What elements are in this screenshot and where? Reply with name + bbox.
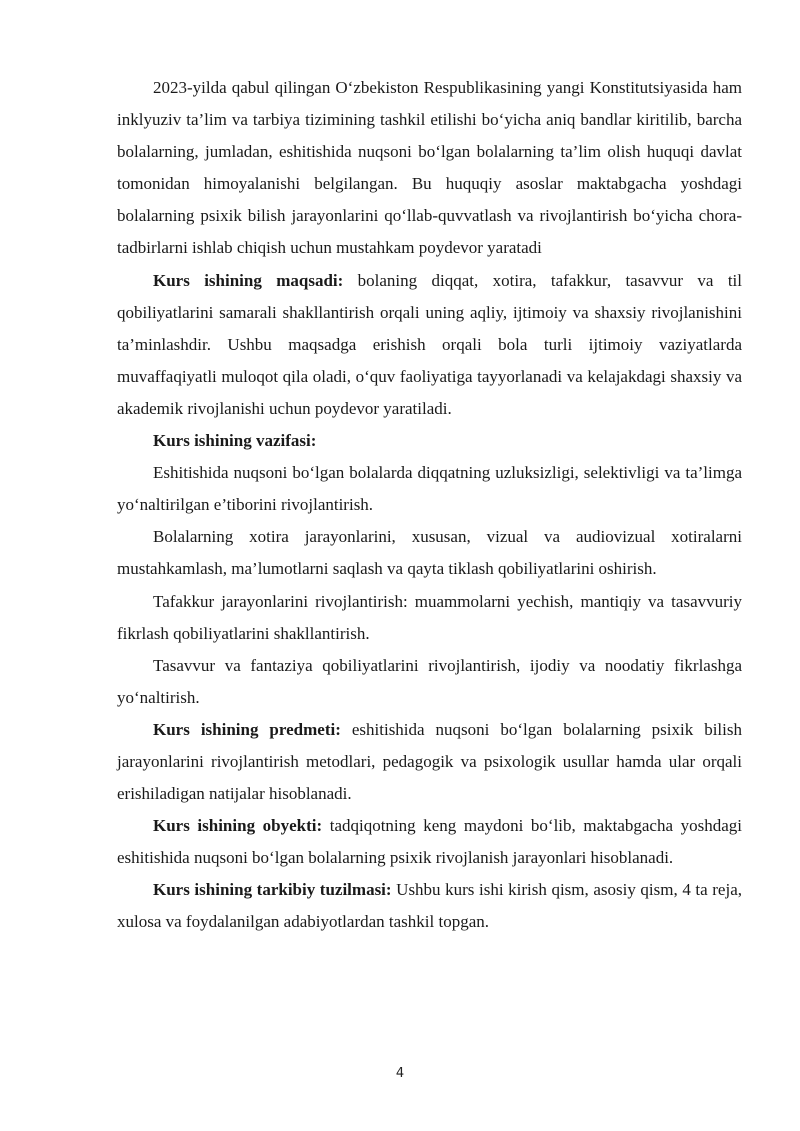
paragraph-structure	[117, 874, 742, 938]
paragraph-task-memory	[117, 521, 742, 585]
paragraph-tasks-heading	[117, 425, 742, 457]
paragraph-heading-object: Kurs ishining obyekti:	[153, 816, 323, 836]
paragraph-task-attention	[117, 457, 742, 521]
paragraph-heading-structure: Kurs ishining tarkibiy tuzilmasi:	[153, 880, 392, 900]
paragraph-text: Tafakkur jarayonlarini rivojlantirish: muammolarni yechish, mantiqiy va tasavvuriy fikrlash qobiliyatlarini shakllantirish.	[117, 591, 742, 643]
page-body	[117, 72, 742, 939]
paragraph-text: Bolalarning xotira jarayonlarini, xususan, vizual va audiovizual xotiralarni mustahkamlash, ma’lumotlarni saqlash va qayta tiklash qobiliyatlarini oshirish.	[117, 527, 742, 579]
paragraph-heading-goal: Kurs ishining maqsadi:	[153, 270, 344, 290]
paragraph-subject	[117, 714, 742, 810]
paragraph-text: bolaning diqqat, xotira, tafakkur, tasavvur va til qobiliyatlarini samarali shakllantirish orqali uning aqliy, ijtimoiy va shaxsiy rivojlanishini ta’minlashdir. Ushbu maqsadga erishish orqali bola turli ijtimoiy vaziyatlarda muvaffaqiyatli muloqot qila oladi, o‘quv faoliyatiga tayyorlanadi va kelajakdagi shaxsiy va akademik rivojlanishi uchun poydevor yaratiladi.	[117, 270, 742, 418]
paragraph-constitution	[117, 72, 742, 265]
paragraph-text: Ushbu kurs ishi kirish qism, asosiy qism, 4 ta reja, xulosa va foydalanilgan adabiyotlardan tashkil topgan.	[117, 880, 742, 932]
paragraph-text: tadqiqotning keng maydoni bo‘lib, maktabgacha yoshdagi eshitishida nuqsoni bo‘lgan bolalarning psixik rivojlanish jarayonlari hisoblanadi.	[117, 816, 742, 868]
paragraph-object	[117, 810, 742, 874]
paragraph-task-imagination	[117, 650, 742, 714]
page-number: 4	[395, 1066, 405, 1081]
paragraph-heading-subject: Kurs ishining predmeti:	[153, 719, 341, 739]
paragraph-text: Tasavvur va fantaziya qobiliyatlarini rivojlantirish, ijodiy va noodatiy fikrlashga yo‘naltirish.	[117, 655, 742, 707]
paragraph-goal	[117, 265, 742, 425]
paragraph-text: 2023-yilda qabul qilingan O‘zbekiston Respublikasining yangi Konstitutsiyasida ham inklyuziv ta’lim va tarbiya tizimining tashkil etilishi bo‘yicha aniq bandlar kiritilib, barcha bolalarning, jumladan, eshitishida nuqsoni bo‘lgan bolalarning ta’lim olish huquqi davlat tomonidan himoyalanishi belgilangan. Bu huquqiy asoslar maktabgacha yoshdagi bolalarning psixik bilish jarayonlarini qo‘llab-quvvatlash va rivojlantirish bo‘yicha chora-tadbirlarni ishlab chiqish uchun mustahkam poydevor yaratadi	[117, 78, 742, 258]
paragraph-heading-tasks: Kurs ishining vazifasi:	[153, 431, 317, 451]
paragraph-task-thinking	[117, 586, 742, 650]
paragraph-text: Eshitishida nuqsoni bo‘lgan bolalarda diqqatning uzluksizligi, selektivligi va ta’limga yo‘naltirilgan e’tiborini rivojlantirish.	[117, 463, 742, 515]
paragraph-text: eshitishida nuqsoni bo‘lgan bolalarning psixik bilish jarayonlarini rivojlantirish metodlari, pedagogik va psixologik usullar hamda ular orqali erishiladigan natijalar hisoblanadi.	[117, 719, 742, 804]
